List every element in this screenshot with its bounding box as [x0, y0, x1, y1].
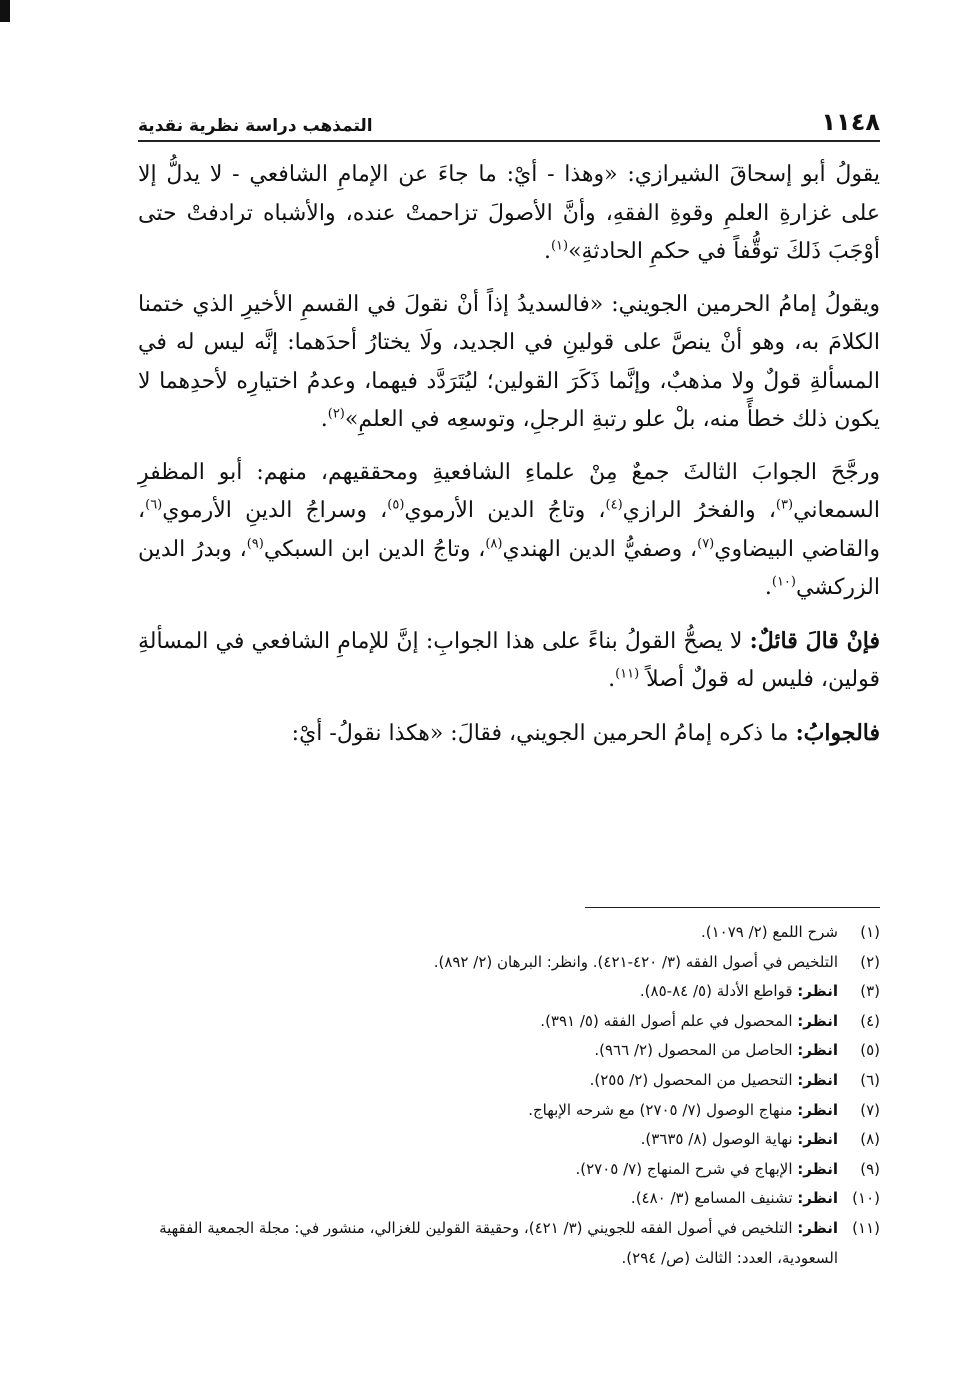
- footnote-item: [138, 1007, 880, 1037]
- footnote-body: نهاية الوصول (٨/ ٣٦٣٥).: [640, 1130, 798, 1149]
- footnote-text: [138, 1155, 838, 1185]
- paragraph-text: ويقولُ إمامُ الحرمين الجويني: «فالسديدُ إذاً أنْ نقولَ في القسمِ الأخيرِ الذي ختمنا الكلامَ به، وهو أنْ ينصَّ على قولينِ في الجديد، ولَا يختارُ أحدَهما: إنَّه ليس له في المسألةِ قولٌ ولا مذهبٌ، وإنَّما ذَكَرَ القولين؛ ليُتَرَدَّد فيهما، وعدمُ اختيارِه لأحدِهما لا يكون ذلك خطأً منه، بلْ علو رتبةِ الرجلِ، وتوسعِه في العلمِ»: [138, 291, 880, 432]
- footnote-body: الإبهاج في شرح المنهاج (٧/ ٢٧٠٥).: [575, 1159, 798, 1178]
- footnote-ref[interactable]: (١٠): [771, 574, 796, 590]
- footnote-body: التلخيص في أصول الفقه للجويني (٣/ ٤٢١)، وحقيقة القولين للغزالي، منشور في: مجلة الجمعية الفقهية السعودية، العدد: الثالث (ص/ ٢٩٤).: [159, 1218, 838, 1267]
- footnote-item: [138, 1184, 880, 1214]
- footnote-text: [138, 1036, 838, 1066]
- footnote-lead: انظر:: [797, 1100, 838, 1119]
- footnote-body: التلخيص في أصول الفقه (٣/ ٤٢٠-٤٢١). وانظر: البرهان (٢/ ٨٩٢).: [433, 952, 838, 971]
- page-number: ١١٤٨: [821, 108, 880, 136]
- footnote-text: [138, 1214, 838, 1273]
- footnote-item: [138, 1066, 880, 1096]
- scan-corner-mark: [0, 0, 10, 22]
- footnotes: [138, 918, 880, 1273]
- footnote-number: (١١): [852, 1218, 880, 1237]
- footnote-body: الحاصل من المحصول (٢/ ٩٦٦).: [594, 1041, 798, 1060]
- text-segment: ، وتاجُ الدين ابن السبكي: [263, 536, 486, 562]
- text-segment: ، وبدرُ الدين الزركشي: [138, 536, 880, 600]
- footnote-number: (٢): [860, 952, 880, 971]
- paragraph-answer: [138, 714, 880, 754]
- text-segment: ، وتاجُ الدين الأرموي: [404, 498, 606, 523]
- footnote-number: (١): [860, 923, 880, 941]
- footnote-lead: انظر:: [797, 1130, 838, 1149]
- paragraph-text: يقولُ أبو إسحاقَ الشيرازي: «وهذا - أيْ: ما جاءَ عن الإمامِ الشافعي - لا يدلُّ إلا على غزارةِ العلمِ وقوةِ الفقهِ، وأنَّ الأصولَ تزاحمتْ عنده، والأشباه ترادفتْ حتى أوْجَبَ ذَلكَ توقُّفاً في حكمِ الحادثةِ»: [138, 162, 880, 264]
- footnote-text: [138, 977, 838, 1007]
- footnote-ref[interactable]: (٥): [387, 497, 405, 513]
- footnote-number: (٣): [860, 982, 880, 1001]
- footnote-ref[interactable]: (٣): [775, 497, 794, 513]
- footnote-number: (٨): [860, 1130, 880, 1149]
- footnote-lead: انظر:: [797, 1070, 838, 1089]
- footnote-number: (٩): [860, 1159, 880, 1178]
- footnote-text: [138, 1184, 838, 1214]
- footnote-item: [138, 977, 880, 1007]
- footnote-body: التحصيل من المحصول (٢/ ٢٥٥).: [589, 1070, 798, 1089]
- page-header: [138, 108, 880, 142]
- footnote-text: [138, 1007, 838, 1037]
- footnote-number: (٦): [860, 1070, 880, 1089]
- footnote-body: قواطع الأدلة (٥/ ٨٤-٨٥).: [639, 982, 798, 1001]
- paragraph-text: ما ذكره إمامُ الحرمين الجويني، فقالَ: «هكذا نقولُ- أيْ:: [291, 720, 796, 746]
- footnote-item: [138, 1214, 880, 1273]
- footnote-number: (٥): [860, 1041, 880, 1060]
- footnote-text: [138, 948, 838, 978]
- answer-lead: فالجوابُ:: [795, 719, 880, 746]
- footnote-divider: [585, 907, 880, 908]
- footnote-text: [138, 1066, 838, 1096]
- main-text: [138, 156, 880, 753]
- footnote-item: [138, 1155, 880, 1185]
- paragraph-tail: .: [608, 667, 616, 692]
- footnote-body: منهاج الوصول (٧/ ٢٧٠٥) مع شرحه الإبهاج.: [528, 1100, 798, 1119]
- footnote-ref[interactable]: (٨): [485, 536, 503, 552]
- footnote-ref[interactable]: (٧): [697, 536, 715, 552]
- footnote-lead: انظر:: [797, 1218, 838, 1237]
- footnote-item: [138, 1096, 880, 1126]
- footnote-ref[interactable]: (٦): [145, 497, 163, 513]
- footnote-ref[interactable]: (١): [550, 238, 569, 254]
- footnote-number: (٧): [860, 1100, 880, 1119]
- footnote-number: (١٠): [852, 1189, 880, 1208]
- text-segment: ، والقاضي البيضاوي: [138, 498, 880, 562]
- footnote-body: تشنيف المسامع (٣/ ٤٨٠).: [630, 1189, 798, 1208]
- footnote-number: (٤): [860, 1011, 880, 1030]
- paragraph-tail: .: [320, 407, 328, 432]
- footnote-lead: انظر:: [797, 1041, 838, 1060]
- paragraph-tail: .: [543, 239, 551, 264]
- paragraph-objection: [138, 622, 880, 700]
- text-segment: ، والفخرُ الرازي: [622, 498, 776, 523]
- page-content: [138, 108, 880, 767]
- footnote-lead: انظر:: [797, 1159, 838, 1178]
- objection-lead: فإنْ قالَ قائلٌ:: [749, 627, 880, 654]
- footnote-item: [138, 918, 880, 948]
- running-title: التمذهب دراسة نظرية نقدية: [138, 116, 373, 136]
- footnote-lead: انظر:: [797, 1011, 838, 1030]
- paragraph-scholars-list: [138, 454, 880, 608]
- footnote-ref[interactable]: (٩): [246, 536, 264, 552]
- footnote-ref[interactable]: (٤): [605, 497, 623, 513]
- footnote-lead: انظر:: [797, 1189, 838, 1208]
- paragraph-text: لا يصحُّ القولُ بناءً على هذا الجوابِ: إنَّ للإمامِ الشافعي في المسألةِ قولين، فليس له قولٌ أصلاً: [138, 628, 880, 692]
- footnote-body: المحصول في علم أصول الفقه (٥/ ٣٩١).: [540, 1011, 798, 1030]
- text-segment: ، وصفيُّ الدين الهندي: [502, 536, 698, 562]
- footnote-item: [138, 948, 880, 978]
- text-segment: ، وسراجُ الدينِ الأرموي: [162, 498, 388, 523]
- footnote-body: شرح اللمع (٢/ ١٠٧٩).: [700, 923, 838, 941]
- footnote-text: [138, 918, 838, 948]
- footnote-item: [138, 1125, 880, 1155]
- footnote-ref[interactable]: (١١): [615, 666, 640, 682]
- text-segment: .: [764, 575, 772, 600]
- footnote-text: [138, 1125, 838, 1155]
- footnote-text: [138, 1096, 838, 1126]
- paragraph-shirazi-quote: [138, 156, 880, 272]
- footnote-ref[interactable]: (٢): [327, 406, 345, 422]
- paragraph-juwayni-quote: [138, 286, 880, 440]
- text-segment: ورجَّحَ الجوابَ الثالثَ جمعٌ مِنْ علماءِ الشافعيةِ ومحققيهم، منهم: أبو المظفرِ السمعاني: [138, 459, 880, 523]
- footnote-item: [138, 1036, 880, 1066]
- footnote-lead: انظر:: [797, 982, 838, 1001]
